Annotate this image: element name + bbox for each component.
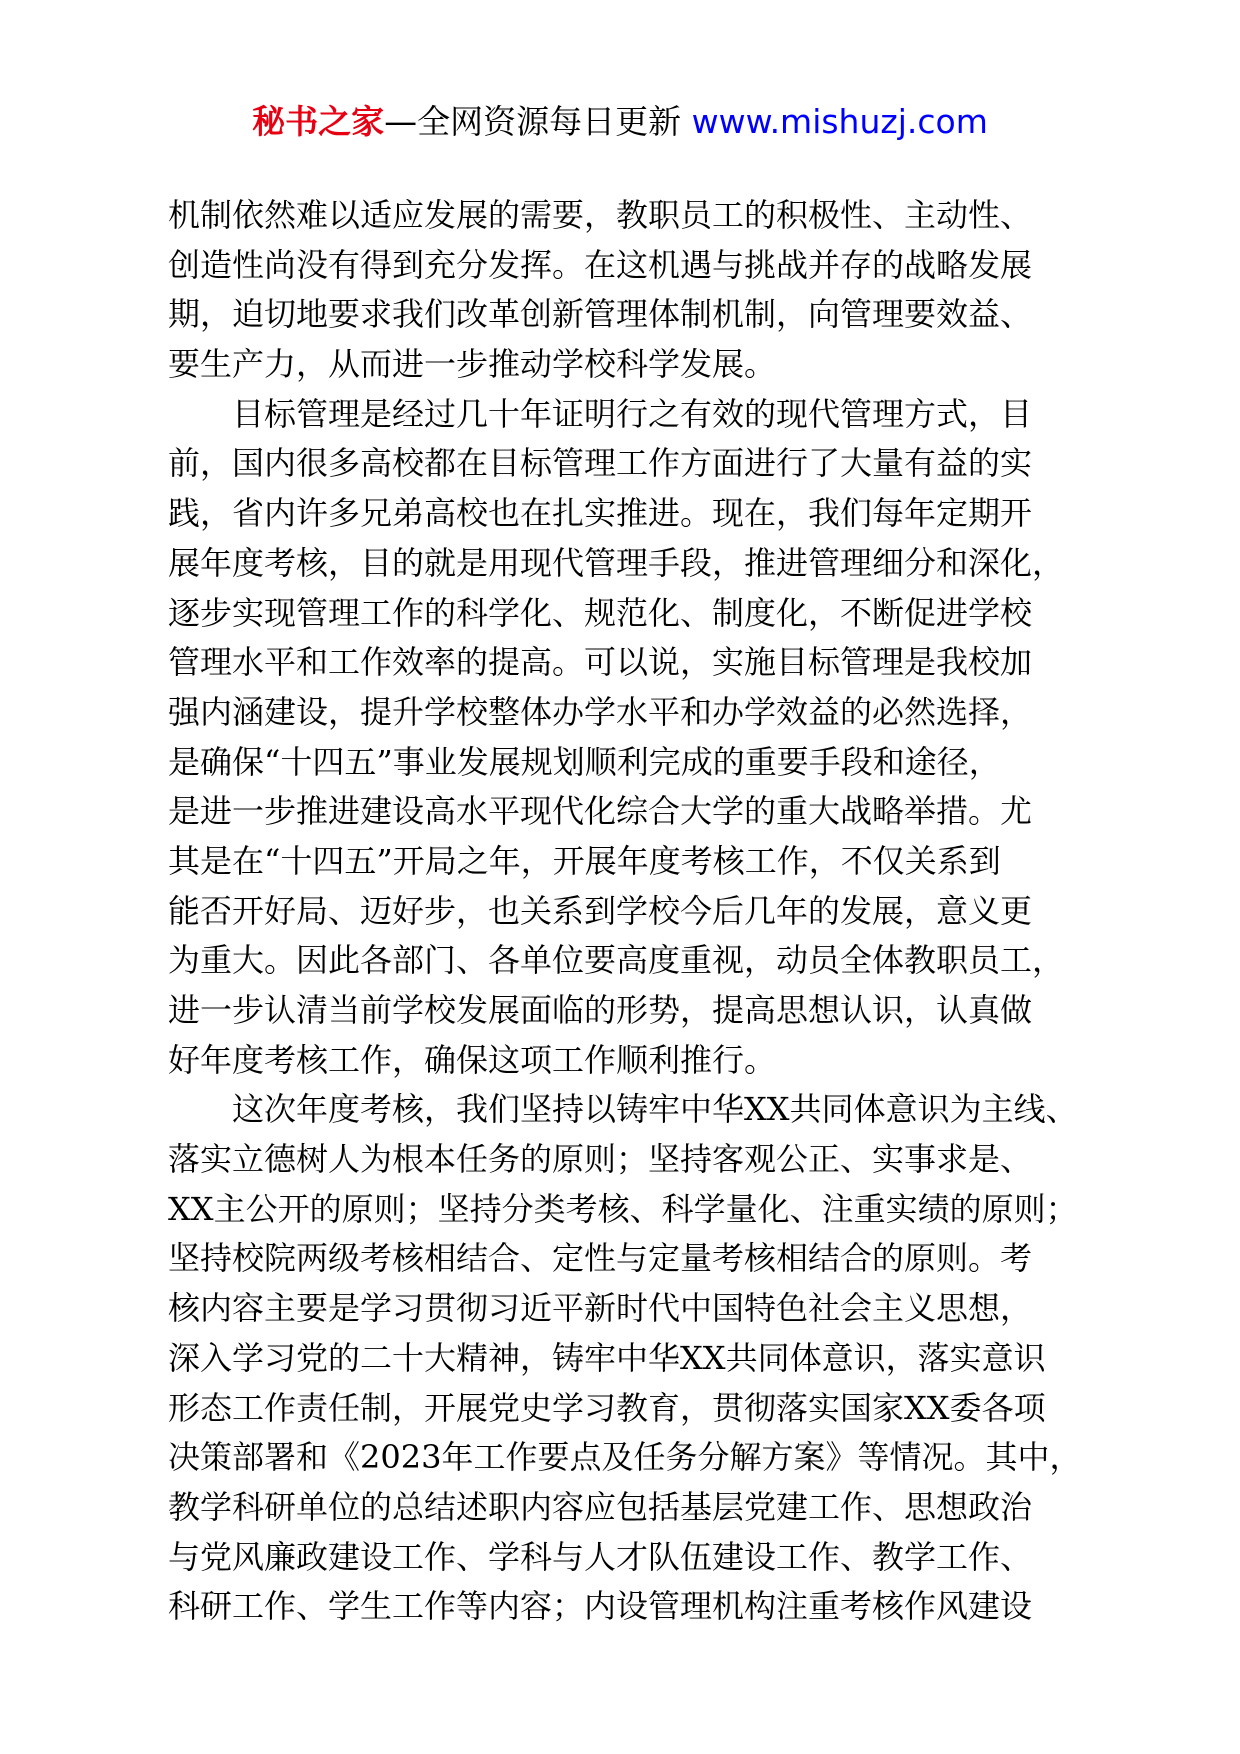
text-line: 是进一步推进建设高水平现代化综合大学的重大战略举措。尤	[168, 792, 1033, 831]
text-line: 与党风廉政建设工作、学科与人才队伍建设工作、教学工作、	[168, 1537, 1033, 1576]
text-line: 要生产力，从而进一步推动学校科学发展。	[168, 345, 777, 384]
paragraph-start-line: 目标管理是经过几十年证明行之有效的现代管理方式，目	[232, 394, 1033, 433]
text-line: 期，迫切地要求我们改革创新管理体制机制，向管理要效益、	[168, 295, 1033, 334]
text-line: 形态工作责任制，开展党史学习教育，贯彻落实国家XX委各项	[168, 1388, 1046, 1427]
header-site-link[interactable]: www.mishuzj.com	[691, 102, 988, 141]
text-line: 能否开好局、迈好步，也关系到学校今后几年的发展，意义更	[168, 891, 1033, 930]
page-header	[0, 100, 1240, 144]
text-line: 前，国内很多高校都在目标管理工作方面进行了大量有益的实	[168, 444, 1033, 483]
text-line: 决策部署和《2023年工作要点及任务分解方案》等情况。其中，	[168, 1438, 1082, 1477]
text-line: 进一步认清当前学校发展面临的形势，提高思想认识，认真做	[168, 991, 1033, 1029]
text-line: 逐步实现管理工作的科学化、规范化、制度化，不断促进学校	[168, 593, 1033, 632]
text-line: 核内容主要是学习贯彻习近平新时代中国特色社会主义思想，	[168, 1289, 1033, 1328]
text-line: 落实立德树人为根本任务的原则；坚持客观公正、实事求是、	[168, 1140, 1033, 1179]
paragraph-start-line: 这次年度考核，我们坚持以铸牢中华XX共同体意识为主线、	[232, 1090, 1078, 1129]
text-line: 是确保“十四五”事业发展规划顺利完成的重要手段和途径，	[168, 742, 1001, 781]
text-line: 展年度考核，目的就是用现代管理手段，推进管理细分和深化，	[168, 543, 1065, 582]
text-line: XX主公开的原则；坚持分类考核、科学量化、注重实绩的原则；	[168, 1189, 1078, 1228]
text-line: 科研工作、学生工作等内容；内设管理机构注重考核作风建设	[168, 1587, 1033, 1626]
text-line: 好年度考核工作，确保这项工作顺利推行。	[168, 1040, 777, 1079]
header-brand: 秘书之家	[252, 102, 385, 141]
text-line: 其是在“十四五”开局之年，开展年度考核工作，不仅关系到	[168, 841, 1001, 880]
text-line: 教学科研单位的总结述职内容应包括基层党建工作、思想政治	[168, 1487, 1033, 1526]
header-slogan: —全网资源每日更新	[384, 102, 682, 141]
text-line: 坚持校院两级考核相结合、定性与定量考核相结合的原则。考	[168, 1239, 1033, 1278]
text-line: 践，省内许多兄弟高校也在扎实推进。现在，我们每年定期开	[168, 494, 1033, 533]
text-line: 机制依然难以适应发展的需要，教职员工的积极性、主动性、	[168, 196, 1033, 234]
text-line: 深入学习党的二十大精神，铸牢中华XX共同体意识，落实意识	[168, 1338, 1046, 1377]
text-line: 管理水平和工作效率的提高。可以说，实施目标管理是我校加	[168, 643, 1033, 682]
document-body	[168, 191, 1088, 1632]
text-line: 强内涵建设，提升学校整体办学水平和办学效益的必然选择，	[168, 692, 1033, 731]
text-line: 创造性尚没有得到充分发挥。在这机遇与挑战并存的战略发展	[168, 245, 1033, 284]
text-line: 为重大。因此各部门、各单位要高度重视，动员全体教职员工，	[168, 941, 1065, 980]
